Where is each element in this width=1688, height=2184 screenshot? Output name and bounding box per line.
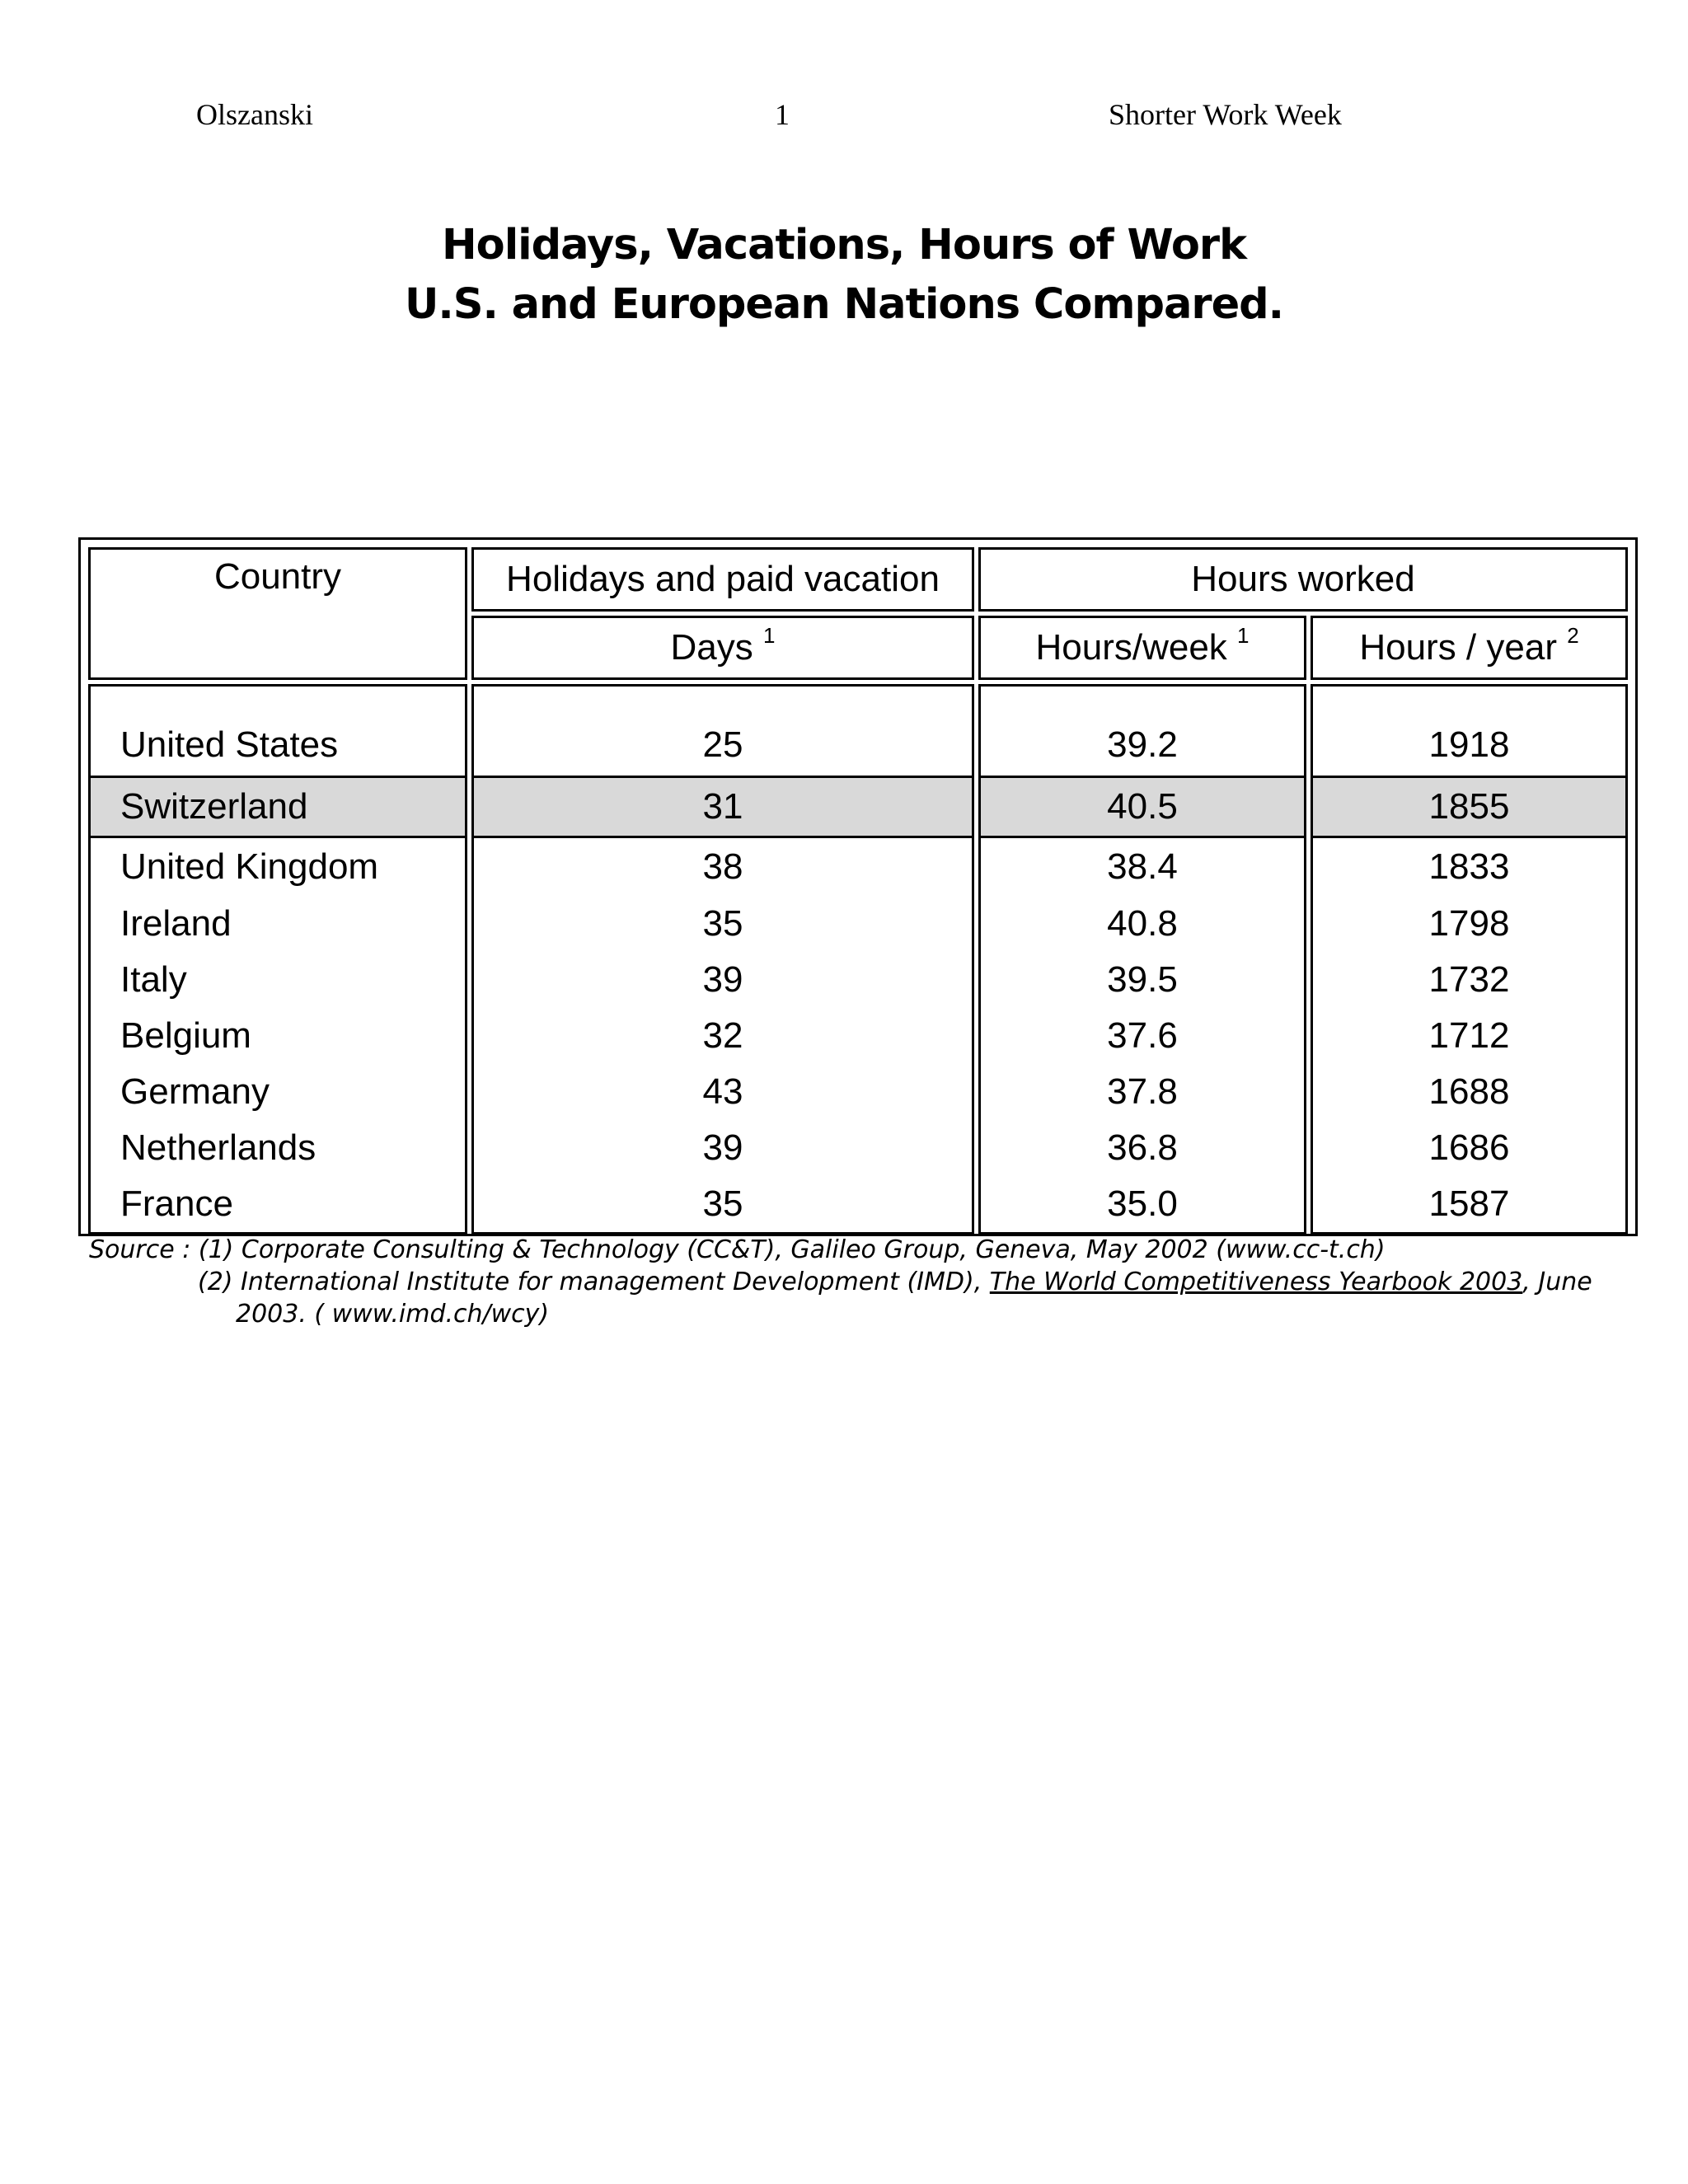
cell-hours-week: 35.0 [1107,1183,1178,1224]
cell-hours-year: 1918 [1428,724,1510,765]
cell-hours-year: 1587 [1428,1183,1510,1224]
cell-country: Ireland [120,903,232,944]
days-column [471,684,974,1235]
cell-days: 38 [702,846,743,887]
cell-hours-week: 40.5 [981,776,1304,838]
cell-hours-year: 1712 [1428,1015,1510,1056]
hours-week-footnote-mark: 1 [1237,623,1250,648]
header-hours-group: Hours worked [978,547,1628,612]
source-line-3: 2003. ( www.imd.ch/wcy) [236,1300,550,1329]
cell-hours-year: 1732 [1428,959,1510,1000]
cell-hours-week: 39.5 [1107,959,1178,1000]
cell-days: 25 [702,724,743,765]
header-holidays-group: Holidays and paid vacation [471,547,974,612]
cell-hours-week: 36.8 [1107,1127,1178,1168]
header-hours-week: Hours/week $^1$ [978,616,1306,680]
cell-days: 39 [702,1127,743,1168]
cell-days: 39 [702,959,743,1000]
cell-country: Germany [120,1071,270,1112]
cell-days: 35 [702,1183,743,1224]
hours-year-footnote-mark: 2 [1567,623,1579,648]
cell-hours-week: 37.6 [1107,1015,1178,1056]
hours-year-column [1311,684,1628,1235]
header-country: Country [88,547,467,680]
yearbook-title: The World Competitiveness Yearbook 2003 [989,1268,1523,1296]
cell-hours-week: 39.2 [1107,724,1178,765]
days-footnote-mark: 1 [763,623,776,648]
cell-country: France [120,1183,233,1224]
cell-days: 43 [702,1071,743,1112]
title-line-1: Holidays, Vacations, Hours of Work [441,221,1246,269]
header-days: Days $^1$ [471,616,974,680]
source-line-2: (2) International Institute for management Development (IMD), The World Competitiveness Yearbook 2003, June [198,1268,1592,1296]
cell-days: 31 [474,776,972,838]
hours-week-column [978,684,1306,1235]
cell-hours-week: 37.8 [1107,1071,1178,1112]
header-hours-year: Hours / year $^2$ [1311,616,1628,680]
cell-days: 35 [702,903,743,944]
cell-country: United Kingdom [120,846,379,887]
cell-country: Belgium [120,1015,251,1056]
cell-country: Switzerland [91,776,465,838]
header-author: Olszanski [196,98,313,131]
source-note [89,1234,1592,1330]
header-row-1 [88,547,1628,612]
cell-hours-year: 1798 [1428,903,1510,944]
cell-hours-year: 1688 [1428,1071,1510,1112]
data-table [84,543,1632,1239]
page-header [0,97,1688,138]
cell-country: Netherlands [120,1127,316,1168]
cell-hours-week: 40.8 [1107,903,1178,944]
cell-days: 32 [702,1015,743,1056]
cell-hours-year: 1855 [1313,776,1625,838]
source-line-1: Source : (1) Corporate Consulting & Technology (CC&T), Galileo Group, Geneva, May 2002 (www.cc-t.ch) [89,1235,1386,1264]
cell-hours-year: 1686 [1428,1127,1510,1168]
header-running-title: Shorter Work Week [1109,98,1342,131]
body-row [88,684,1628,1235]
header-page-number: 1 [775,98,790,131]
comparison-table [78,537,1638,1236]
cell-country: United States [120,724,339,765]
cell-hours-year: 1833 [1428,846,1510,887]
country-column [88,684,467,1235]
cell-country: Italy [120,959,187,1000]
document-title [0,216,1688,335]
cell-hours-week: 38.4 [1107,846,1178,887]
title-line-2: U.S. and European Nations Compared. [404,280,1284,329]
